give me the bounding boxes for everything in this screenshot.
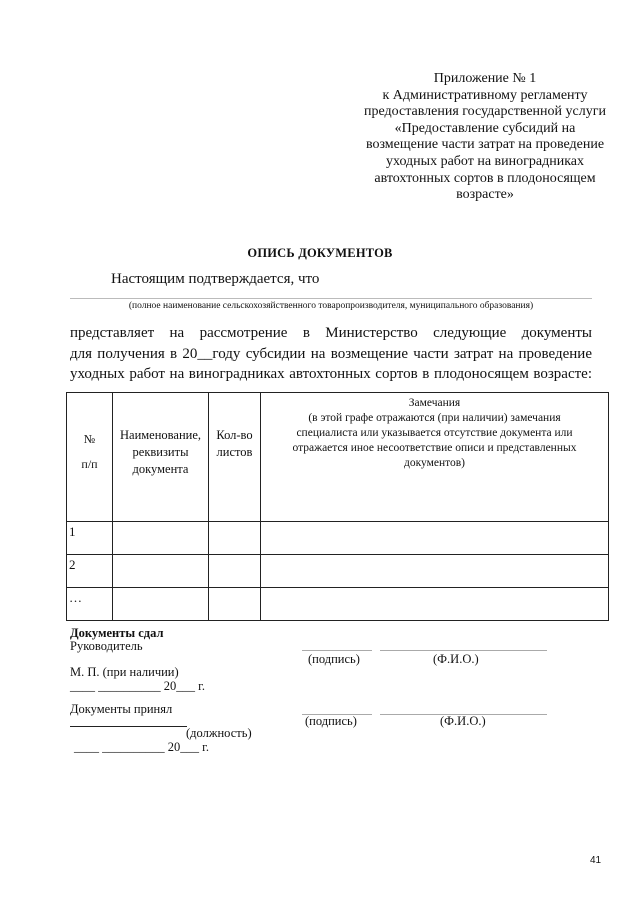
- header-notes-line: отражается иное несоответствие описи и представленных: [292, 442, 577, 454]
- producer-name-caption: (полное наименование сельскохозяйственного товаропроизводителя, муниципального образования): [128, 301, 534, 311]
- position-line: [70, 726, 187, 727]
- table-row: [67, 588, 609, 621]
- header-notes-line: (в этой графе отражаются (при наличии) замечания: [308, 412, 561, 424]
- header-notes-line: Замечания: [408, 397, 461, 409]
- documents-table: [66, 392, 609, 621]
- row-notes: [261, 555, 609, 588]
- fio-line: [380, 650, 547, 651]
- appendix-line: возрасте»: [456, 187, 514, 203]
- header-sheet-count: [209, 393, 261, 522]
- row-document-name: [113, 522, 209, 555]
- date-line: ____ __________ 20___ г.: [74, 740, 209, 754]
- appendix-header: [340, 71, 630, 204]
- confirm-text: Настоящим подтверждается, что: [111, 271, 320, 287]
- row-number: 1: [67, 522, 113, 555]
- paragraph-line: уходных работ на виноградниках автохтонных сортов в плодоносящем возрасте:: [70, 366, 592, 382]
- appendix-line: возмещение части затрат на проведение: [365, 137, 605, 153]
- appendix-line: Приложение № 1: [433, 71, 537, 86]
- table-row: [67, 555, 609, 588]
- date-line: ____ __________ 20___ г.: [70, 679, 205, 693]
- signature-caption: (подпись): [308, 652, 360, 666]
- header-number-abbr: п/п: [81, 457, 98, 471]
- header-notes: [261, 393, 609, 522]
- row-document-name: [113, 588, 209, 621]
- head-label: Руководитель: [70, 639, 143, 653]
- header-qty-line: листов: [216, 445, 253, 459]
- signature-caption: (подпись): [305, 714, 357, 728]
- appendix-line: предоставления государственной услуги: [364, 104, 606, 120]
- header-name-line: документа: [132, 462, 189, 476]
- header-number: [67, 393, 113, 522]
- fio-caption: (Ф.И.О.): [440, 714, 486, 728]
- position-label: (должность): [186, 726, 252, 740]
- page-number: 41: [590, 855, 602, 866]
- row-number: 2: [67, 555, 113, 588]
- stamp-label: М. П. (при наличии): [70, 665, 179, 679]
- row-number: …: [67, 588, 113, 621]
- paragraph-line: представляет на рассмотрение в Министерство следующие документы: [70, 325, 592, 341]
- row-sheet-count: [209, 522, 261, 555]
- row-notes: [261, 588, 609, 621]
- row-sheet-count: [209, 555, 261, 588]
- header-notes-line: специалиста или указывается отсутствие документа или: [296, 427, 573, 439]
- row-document-name: [113, 555, 209, 588]
- row-sheet-count: [209, 588, 261, 621]
- fio-caption: (Ф.И.О.): [433, 652, 479, 666]
- signature-line: [302, 650, 372, 651]
- received-label: Документы принял: [70, 702, 173, 716]
- table-row: [67, 522, 609, 555]
- handed-over-label: Документы сдал: [70, 626, 164, 640]
- document-title: ОПИСЬ ДОКУМЕНТОВ: [247, 246, 393, 260]
- main-paragraph: [70, 323, 592, 385]
- appendix-line: автохтонных сортов в плодоносящем: [374, 170, 596, 186]
- appendix-line: уходных работ на виноградниках: [385, 153, 585, 169]
- row-notes: [261, 522, 609, 555]
- header-number-symbol: №: [83, 432, 96, 446]
- header-name-line: Наименование,: [120, 428, 201, 442]
- header-qty-line: Кол-во: [216, 428, 253, 442]
- table-header-row: [67, 393, 609, 522]
- header-notes-line: документов): [403, 457, 466, 469]
- paragraph-line: для получения в 20__году субсидии на возмещение части затрат на проведение: [70, 345, 592, 362]
- header-name-line: реквизиты: [132, 445, 189, 459]
- producer-name-line: [70, 298, 592, 299]
- appendix-line: к Административному регламенту: [382, 87, 588, 103]
- header-document-name: [113, 393, 209, 522]
- appendix-line: «Предоставление субсидий на: [394, 120, 576, 136]
